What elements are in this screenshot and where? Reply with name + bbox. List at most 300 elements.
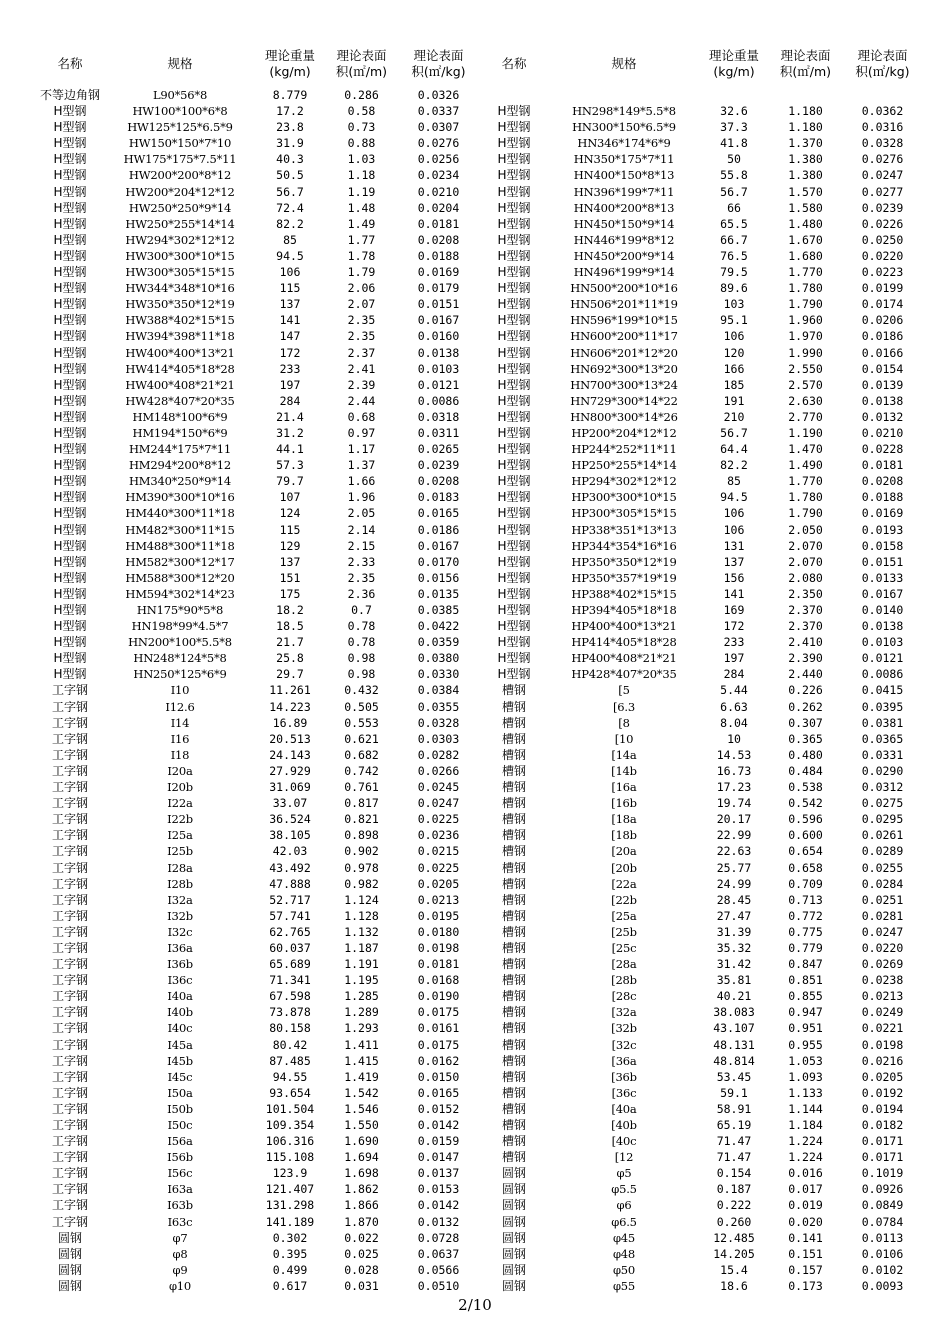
right-spec-cell: HP350*350*12*19 [571,554,677,569]
table-row [35,184,915,200]
right-weight-cell: 82.2 [720,458,748,473]
right-area-per-m-cell: 2.080 [788,570,823,585]
left-name-cell: H型钢 [53,442,87,457]
table-row [35,393,915,409]
table-row [35,715,915,731]
left-area-per-kg-cell: 0.0165 [417,1085,460,1100]
right-name-cell: 圆钢 [501,1214,526,1229]
left-area-per-m-cell: 0.98 [347,651,376,666]
right-spec-cell: HN450*200*9*14 [573,248,675,263]
right-weight-cell: 35.81 [716,973,752,988]
left-weight-cell: 141.189 [265,1214,315,1229]
left-area-per-kg-cell: 0.0165 [417,506,460,521]
left-spec-cell: I20a [167,763,193,778]
right-weight-cell: 12.485 [713,1230,755,1245]
table-row [35,795,915,811]
table-row [35,425,915,441]
table-row [35,1037,915,1053]
right-area-per-kg-cell: 0.0102 [861,1262,904,1277]
right-spec-cell: HN600*200*11*17 [570,329,678,344]
left-area-per-kg-cell: 0.0422 [417,619,460,634]
right-spec-cell: [20a [611,844,637,859]
right-spec-cell: [20b [611,860,637,875]
left-weight-cell: 27.929 [269,763,311,778]
left-weight-cell: 57.741 [269,908,311,923]
right-area-per-kg-cell [842,87,923,103]
right-area-per-m-cell: 2.390 [788,651,823,666]
left-name-cell: 工字钢 [51,924,88,939]
table-row [35,167,915,183]
right-name-cell: 槽钢 [501,828,526,843]
left-area-per-kg-cell: 0.0152 [417,1101,460,1116]
left-spec-cell: I50a [167,1085,193,1100]
right-area-per-m-cell: 1.180 [788,120,823,135]
left-area-per-kg-cell: 0.0170 [417,554,460,569]
left-spec-cell: I25a [167,828,193,843]
left-name-cell: H型钢 [53,538,87,553]
right-area-per-kg-cell: 0.0167 [861,586,904,601]
left-spec-cell: I36c [167,973,193,988]
left-area-per-m-cell: 2.37 [347,345,376,360]
right-weight-cell: 22.63 [716,844,752,859]
right-area-per-kg-cell: 0.0132 [861,409,904,424]
left-weight-cell: 72.4 [276,200,304,215]
left-area-per-m-cell: 2.35 [347,329,376,344]
right-area-per-kg-cell: 0.0251 [861,892,904,907]
left-area-per-kg-cell: 0.0156 [417,570,460,585]
left-area-per-m-cell: 1.03 [347,152,376,167]
left-area-per-kg-cell: 0.0234 [417,168,460,183]
right-weight-cell: 0.154 [716,1166,752,1181]
right-weight-cell: 137 [723,554,745,569]
left-weight-cell: 33.07 [272,796,308,811]
right-weight-cell: 79.5 [720,265,748,280]
right-area-per-kg-cell: 0.0181 [861,458,904,473]
right-name-cell: H型钢 [497,409,531,424]
table-row [35,232,915,248]
right-area-per-m-cell: 0.173 [788,1278,823,1293]
right-name-cell: H型钢 [497,570,531,585]
right-weight-cell: 56.7 [720,184,748,199]
right-area-per-kg-cell: 0.0220 [861,248,904,263]
right-spec-cell: HN400*200*8*13 [573,200,675,215]
left-spec-cell: I36a [167,940,193,955]
left-area-per-m-cell: 0.817 [344,796,379,811]
left-area-per-m-cell: 1.79 [347,265,376,280]
table-row [35,634,915,650]
table-row [35,248,915,264]
left-name-cell: 工字钢 [51,1021,88,1036]
left-weight-cell: 82.2 [276,216,304,231]
right-area-per-kg-cell: 0.0199 [861,281,904,296]
left-area-per-kg-cell: 0.0266 [417,763,460,778]
left-area-per-m-cell: 0.982 [344,876,379,891]
table-row [35,1181,915,1197]
right-name-cell: 槽钢 [501,1134,526,1149]
right-area-per-kg-cell: 0.0250 [861,232,904,247]
left-spec-cell: I22a [167,796,193,811]
right-area-per-m-cell [769,87,842,103]
left-spec-cell: I40a [167,989,193,1004]
table-row [35,956,915,972]
right-name-cell: H型钢 [497,248,531,263]
table-row [35,876,915,892]
table-row [35,682,915,698]
right-name-cell: 槽钢 [501,860,526,875]
left-name-cell: 工字钢 [51,1005,88,1020]
right-area-per-kg-cell: 0.0312 [861,780,904,795]
left-area-per-m-cell: 0.978 [344,860,379,875]
right-spec-cell: [12 [614,1150,634,1165]
left-name-cell: 圆钢 [57,1246,82,1261]
right-area-per-m-cell: 0.855 [788,989,823,1004]
right-area-per-m-cell: 2.440 [788,667,823,682]
left-weight-cell: 80.42 [272,1037,308,1052]
table-row [35,441,915,457]
left-area-per-kg-cell: 0.0121 [417,377,460,392]
right-weight-cell: 185 [723,377,745,392]
left-area-per-m-cell: 2.41 [347,361,376,376]
right-area-per-m-cell: 0.365 [788,731,823,746]
table-row [35,747,915,763]
right-weight-cell: 94.5 [720,490,748,505]
left-area-per-m-cell: 1.415 [344,1053,379,1068]
left-weight-cell: 56.7 [276,184,304,199]
left-name-cell: H型钢 [53,393,87,408]
right-weight-cell: 120 [723,345,745,360]
right-name-cell: H型钢 [497,603,531,617]
table-row [35,312,915,328]
header-area-per-m-right: 理论表面 积(㎡/m) [779,47,832,79]
right-weight-cell: 156 [723,570,745,585]
left-weight-cell: 87.485 [269,1053,311,1068]
left-area-per-kg-cell: 0.0142 [417,1118,460,1132]
right-weight-cell: 55.8 [720,168,748,183]
right-area-per-kg-cell: 0.0295 [861,812,904,827]
left-spec-cell: HW200*200*8*12 [128,168,232,183]
left-area-per-m-cell: 0.902 [344,844,379,859]
left-area-per-kg-cell: 0.0276 [417,136,460,151]
right-area-per-kg-cell: 0.0221 [861,1021,904,1036]
left-name-cell: 圆钢 [57,1278,82,1293]
right-spec-cell: φ5.5 [611,1182,637,1197]
left-weight-cell: 25.8 [276,651,304,666]
left-area-per-m-cell: 0.553 [344,715,379,730]
right-spec-cell: [28c [611,989,637,1004]
right-area-per-kg-cell: 0.0269 [861,957,904,972]
right-weight-cell: 41.8 [720,136,748,151]
left-weight-cell: 121.407 [265,1182,315,1197]
left-area-per-m-cell: 1.132 [344,924,379,939]
right-name-cell: H型钢 [497,425,531,440]
right-area-per-kg-cell: 0.0208 [861,474,904,489]
right-weight-cell: 106 [723,506,745,521]
right-area-per-kg-cell: 0.0255 [861,860,904,875]
right-weight-cell: 53.45 [716,1069,752,1084]
left-weight-cell: 24.143 [269,747,311,762]
left-spec-cell: φ10 [168,1278,192,1293]
left-weight-cell: 42.03 [272,844,308,859]
right-name-cell: H型钢 [497,281,531,296]
left-area-per-kg-cell: 0.0359 [417,635,460,650]
left-name-cell: 工字钢 [51,1053,88,1068]
right-name-cell: H型钢 [497,651,531,666]
right-area-per-m-cell: 0.713 [788,892,823,907]
right-area-per-m-cell: 0.779 [788,940,823,955]
left-area-per-m-cell: 0.621 [344,731,379,746]
left-name-cell: 工字钢 [51,796,88,811]
table-row [35,779,915,795]
right-spec-cell: HP294*302*12*12 [571,474,677,489]
left-area-per-m-cell: 2.06 [347,281,376,296]
left-weight-cell: 21.7 [276,635,304,650]
left-name-cell: H型钢 [53,313,87,328]
right-area-per-kg-cell: 0.0186 [861,329,904,344]
table-row [35,602,915,618]
right-area-per-kg-cell: 0.0198 [861,1037,904,1052]
left-area-per-m-cell: 0.88 [347,136,376,151]
left-area-per-m-cell: 1.419 [344,1069,379,1084]
left-name-cell: H型钢 [53,329,87,344]
right-area-per-m-cell: 1.770 [788,265,823,280]
right-name-cell: H型钢 [497,554,531,569]
left-area-per-m-cell: 1.862 [344,1182,379,1197]
left-weight-cell: 109.354 [265,1118,315,1132]
right-area-per-kg-cell: 0.0331 [861,747,904,762]
left-spec-cell: HN198*99*4.5*7 [131,619,229,634]
table-row [35,151,915,167]
right-area-per-kg-cell: 0.0362 [861,104,904,119]
table-row [35,763,915,779]
left-weight-cell: 50.5 [276,168,304,183]
left-weight-cell: 197 [279,377,301,392]
right-weight-cell: 71.47 [716,1134,752,1149]
left-weight-cell: 79.7 [276,474,304,489]
right-spec-cell: [22b [611,892,637,907]
left-area-per-m-cell: 1.66 [347,474,376,489]
right-area-per-m-cell: 0.141 [788,1230,823,1245]
left-name-cell: 工字钢 [51,731,88,746]
right-spec-cell: HP244*252*11*11 [571,442,677,457]
left-name-cell: 工字钢 [51,1214,88,1229]
right-name-cell: 槽钢 [501,844,526,859]
left-spec-cell: HW250*250*9*14 [128,200,232,215]
left-area-per-m-cell: 1.48 [347,200,376,215]
right-spec-cell: HN506*201*11*19 [570,297,678,312]
right-area-per-m-cell: 1.670 [788,232,823,247]
right-spec-cell: [40c [611,1134,637,1149]
right-area-per-m-cell: 0.262 [788,699,823,714]
left-area-per-kg-cell: 0.0256 [417,152,460,167]
left-spec-cell: HW100*100*6*8 [132,104,228,119]
left-spec-cell: I40c [167,1021,193,1036]
left-weight-cell: 141 [279,313,301,328]
right-area-per-m-cell: 1.770 [788,474,823,489]
table-body [35,87,915,1294]
left-area-per-m-cell: 1.870 [344,1214,379,1229]
table-row [35,1101,915,1117]
right-area-per-m-cell: 0.772 [788,908,823,923]
left-name-cell: 工字钢 [51,989,88,1004]
right-area-per-m-cell: 0.951 [788,1021,823,1036]
right-name-cell: H型钢 [497,136,531,151]
right-weight-cell: 103 [723,297,745,312]
right-area-per-kg-cell: 0.0926 [861,1182,904,1197]
right-area-per-kg-cell: 0.0395 [861,699,904,714]
left-area-per-kg-cell: 0.0225 [417,860,460,875]
left-spec-cell: HM340*250*9*14 [128,474,232,489]
table-row [35,570,915,586]
table-row [35,554,915,570]
left-name-cell: 工字钢 [51,1166,88,1181]
right-weight-cell: 95.1 [720,313,748,328]
right-spec-cell: [28a [611,957,637,972]
table-row [35,1069,915,1085]
table-row [35,345,915,361]
left-area-per-kg-cell: 0.0183 [417,490,460,505]
header-area-per-kg-right: 理论表面 积(㎡/kg) [855,47,910,79]
left-area-per-kg-cell: 0.0167 [417,538,460,553]
left-spec-cell: I14 [170,715,190,730]
right-spec-cell: φ45 [612,1230,636,1245]
left-area-per-m-cell: 1.37 [347,458,376,473]
left-area-per-m-cell: 0.682 [344,747,379,762]
left-name-cell: 工字钢 [51,1069,88,1084]
right-spec-cell: HN700*300*13*24 [570,377,678,392]
right-weight-cell: 66 [727,200,741,215]
right-area-per-kg-cell: 0.0192 [861,1085,904,1100]
left-area-per-m-cell: 2.14 [347,522,376,537]
left-weight-cell: 123.9 [272,1166,308,1181]
left-area-per-kg-cell: 0.0566 [417,1262,460,1277]
left-area-per-kg-cell: 0.0132 [417,1214,460,1229]
right-spec-cell: HN346*174*6*9 [577,136,671,151]
left-weight-cell: 0.395 [272,1246,308,1261]
table-row [35,924,915,940]
left-area-per-kg-cell: 0.0198 [417,940,460,955]
left-spec-cell: I32a [167,892,193,907]
table-row [35,972,915,988]
left-area-per-kg-cell: 0.0311 [417,425,460,440]
left-area-per-m-cell: 1.285 [344,989,379,1004]
table-row [35,699,915,715]
table-row [35,1085,915,1101]
right-area-per-m-cell: 0.484 [788,763,823,778]
right-name-cell: H型钢 [497,313,531,328]
right-area-per-m-cell: 2.370 [788,603,823,617]
right-spec-cell: [18b [611,828,637,843]
left-area-per-kg-cell: 0.0138 [417,345,460,360]
right-name-cell: H型钢 [497,474,531,489]
right-spec-cell: HP250*255*14*14 [571,458,677,473]
left-spec-cell: I25b [167,844,193,859]
left-spec-cell: I18 [170,747,190,762]
left-spec-cell: HW300*300*10*15 [125,248,235,263]
right-area-per-kg-cell: 0.0106 [861,1246,904,1261]
left-weight-cell: 67.598 [269,989,311,1004]
right-area-per-m-cell: 2.070 [788,554,823,569]
right-area-per-m-cell: 1.490 [788,458,823,473]
right-area-per-m-cell: 0.596 [788,812,823,827]
right-area-per-kg-cell: 0.0284 [861,876,904,891]
left-weight-cell: 284 [279,393,301,408]
left-area-per-kg-cell: 0.0179 [417,281,460,296]
table-row [35,296,915,312]
right-weight-cell: 64.4 [720,442,748,457]
right-area-per-kg-cell: 0.0193 [861,522,904,537]
table-row [35,457,915,473]
left-weight-cell: 31.2 [276,425,304,440]
table-row [35,87,915,103]
right-name-cell: H型钢 [497,458,531,473]
left-name-cell: 工字钢 [51,1085,88,1100]
left-name-cell: 工字钢 [51,747,88,762]
right-spec-cell: [22a [611,876,637,891]
left-area-per-m-cell: 0.7 [351,603,372,617]
left-area-per-kg-cell: 0.0167 [417,313,460,328]
left-area-per-m-cell: 0.432 [344,683,379,698]
header-weight: 理论重量 (kg/m) [264,47,315,79]
left-name-cell: H型钢 [53,120,87,135]
right-spec-cell: [8 [618,715,630,730]
right-weight-cell: 18.6 [720,1278,748,1293]
left-area-per-kg-cell: 0.0318 [417,409,460,424]
right-weight-cell: 40.21 [716,989,752,1004]
header-name-right: 名称 [501,55,527,71]
left-name-cell: 工字钢 [51,812,88,827]
right-name-cell: H型钢 [497,490,531,505]
left-name-cell: H型钢 [53,554,87,569]
right-area-per-m-cell: 0.020 [788,1214,823,1229]
right-spec-cell: [14b [611,763,637,778]
right-name-cell: 槽钢 [501,989,526,1004]
right-area-per-m-cell: 2.570 [788,377,823,392]
right-spec-cell: [25b [611,924,637,939]
right-area-per-m-cell: 1.780 [788,490,823,505]
right-spec-cell: [6.3 [613,699,635,714]
right-weight-cell: 43.107 [713,1021,755,1036]
table-row [35,811,915,827]
right-spec-cell: HP400*408*21*21 [571,651,677,666]
right-name-cell: 槽钢 [501,876,526,891]
left-area-per-kg-cell: 0.0175 [417,1037,460,1052]
left-area-per-kg-cell: 0.0326 [417,88,460,102]
right-spec-cell: HP344*354*16*16 [571,538,677,553]
table-row [35,908,915,924]
left-weight-cell: 20.513 [269,731,311,746]
right-area-per-m-cell: 0.658 [788,860,823,875]
left-area-per-m-cell: 0.028 [344,1262,379,1277]
left-spec-cell: HW300*305*15*15 [125,265,235,280]
left-name-cell: 工字钢 [51,940,88,955]
right-spec-cell: HN450*150*9*14 [573,216,675,231]
right-spec-cell: [18a [611,812,637,827]
right-weight-cell: 48.131 [713,1037,755,1052]
right-area-per-kg-cell: 0.0316 [861,120,904,135]
left-name-cell: 工字钢 [51,844,88,859]
left-spec-cell: I45b [167,1053,193,1068]
left-weight-cell: 80.158 [269,1021,311,1036]
left-name-cell: H型钢 [53,232,87,247]
left-spec-cell: HM148*100*6*9 [132,409,228,424]
right-area-per-m-cell: 0.016 [788,1166,823,1181]
right-spec-cell: φ6.5 [611,1214,637,1229]
left-spec-cell: I32b [167,908,193,923]
left-name-cell: 工字钢 [51,908,88,923]
table-row [35,522,915,538]
right-area-per-kg-cell: 0.0138 [861,393,904,408]
left-name-cell: H型钢 [53,619,87,634]
